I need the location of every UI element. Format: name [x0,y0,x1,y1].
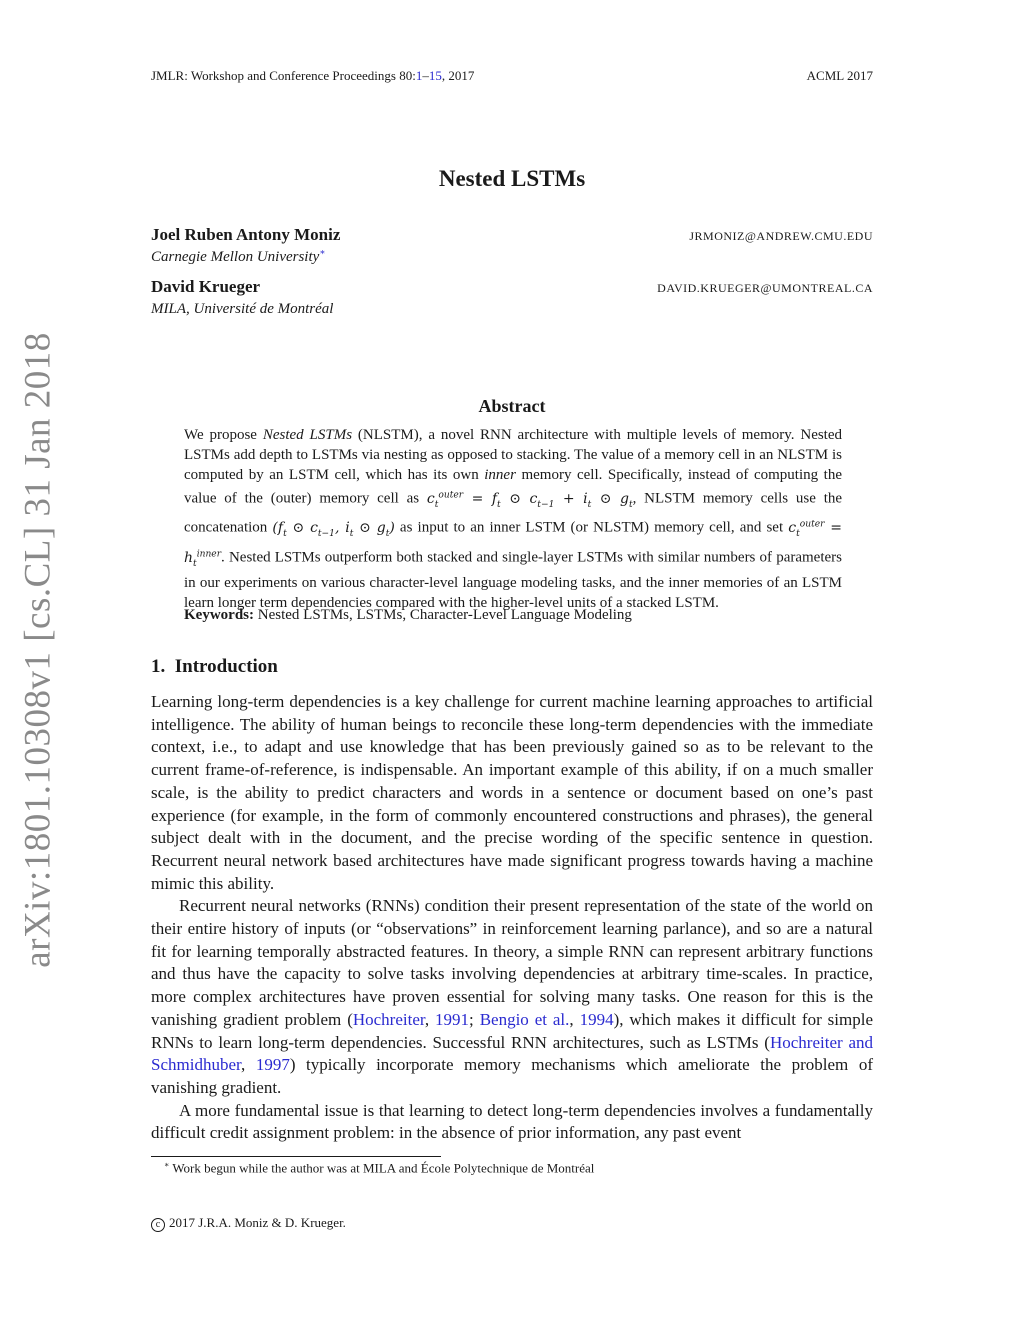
abstract-part: . Nested LSTMs outperform both stacked and single-layer LSTMs with similar numbers of parameters in our experiments on various character-level language modeling tasks, and the inner memories of an LSTM learn longer term dependencies compared with the higher-level units of a stacked LSTM. [184,549,842,612]
citation-bengio-year[interactable]: 1994 [579,1009,614,1029]
copyright-icon: c [151,1218,165,1232]
footnote-rule [151,1156,441,1157]
citation-hochreiter-schmidhuber-year[interactable]: 1997 [255,1055,290,1075]
paper-title: Nested LSTMs [438,166,586,191]
section-heading [151,656,278,678]
abstract-emphasis: inner [484,467,516,483]
paragraph-2 [151,895,873,1099]
abstract-part: , NLSTM memory cells use the concatenation [184,490,843,537]
paragraph-3: A more fundamental issue is that learning to detect long-term dependencies involves a fundamentally difficult credit assignment problem: in the absence of prior information, any past event [151,1100,873,1143]
paragraph-text: Recurrent neural networks (RNNs) condition their present representation of the state of the world on their entire history of inputs (or “observations” in reinforcement learning parlance), and so are a natural fit for learning temporally abstracted features. In theory, a simple RNN can represent arbitrary functions and thus have the capacity to solve tasks involving dependencies at arbitrary time-scales. In practice, more complex architectures have proven essential for solving many tasks. One reason for this is the vanishing gradient problem ( [151,896,873,1029]
footnote [164,1160,594,1176]
author-email-2: DAVID.KRUEGER@UMONTREAL.CA [657,281,873,295]
author-affiliation-1 [151,247,325,266]
author-affiliation-2: MILA, Université de Montréal [151,301,334,317]
equation-concatenation: ($f_t$ ⊙ $c_{t-1}$, $i_t$ ⊙ $g_t$) [272,520,395,539]
abstract-part: memory cell. Specifically, instead of computing the value of the (outer) memory cell as [184,467,842,507]
venue-year: , 2017 [441,68,475,83]
paragraph-text: ), which makes it difficult for simple RNNs to learn long-term dependencies. Successful RNN architectures, such as LSTMs ( [151,1009,873,1052]
citation-hochreiter-author[interactable]: Hochreiter [352,1009,425,1029]
citation-sep: , [569,1009,580,1029]
paragraph-1: Learning long-term dependencies is a key challenge for current machine learning approaches to artificial intelligence. The ability of human beings to reconcile these long-term dependencies with the immediate context, i.e., to adapt and use knowledge that has been previously gained so as to be relevant to the current frame-of-reference, is indispensable. An important example of this ability, if on a much smaller scale, is the ability to predict characters and words in a sentence or document based on one’s past experience (for example, in the form of commonly encountered constructions and phrases), the general subject dealt with in the document, and the precise wording of the specific sentence in question. Recurrent neural network based architectures have made significant progress towards having a machine mimic this ability. [151,692,873,893]
abstract-heading: Abstract [478,396,546,416]
equation-set-outer: $c_t^{outer} = h_t^{inner}$ [184,519,842,569]
page-end-link[interactable]: 15 [428,68,442,83]
footnote-text: Work begun while the author was at MILA and École Polytechnique de Montréal [169,1160,595,1176]
section-title: Introduction [174,656,278,677]
citation-hochreiter-schmidhuber-author[interactable]: Hochreiter and Schmidhuber [151,1032,873,1075]
abstract-emphasis: Nested LSTMs [262,427,353,443]
citation-sep: ; [469,1009,480,1029]
paragraph-text: ) typically incorporate memory mechanisms which ameliorate the problem of vanishing gradient. [151,1055,874,1097]
keywords-text: Nested LSTMs, LSTMs, Character-Level Language Modeling [254,607,632,623]
abstract-text [184,425,842,613]
equation-outer-cell: $c_t^{outer} = f_t$ ⊙ $c_{t-1} + i_t$ ⊙ $g_t$ [426,490,633,510]
running-header-venue [151,68,474,84]
venue-prefix: JMLR: Workshop and Conference Proceedings 80: [151,68,416,83]
body-text [151,691,873,1145]
section-number: 1. [151,656,166,677]
abstract-part: We propose [184,427,263,443]
citation-bengio-author[interactable]: Bengio et al. [479,1009,570,1029]
affiliation-footnote-mark[interactable]: ∗ [319,247,326,257]
keywords-label: Keywords: [184,607,254,623]
author-email-1: JRMONIZ@ANDREW.CMU.EDU [689,229,873,243]
citation-sep: , [240,1055,256,1075]
affiliation-text-1: Carnegie Mellon University [151,249,320,265]
page-start-link[interactable]: 1 [415,68,423,83]
abstract-part: (NLSTM), a novel RNN architecture with multiple levels of memory. Nested LSTMs add depth to LSTMs via nesting as opposed to stacking. The value of a memory cell in an NLSTM is computed by an LSTM cell, which has its own [184,427,843,483]
footnote-mark: ∗ [164,1160,170,1169]
running-header-conference: ACML 2017 [806,68,873,83]
author-name-2: David Krueger [151,277,261,296]
copyright-line [151,1215,346,1232]
citation-sep: , [424,1009,436,1029]
author-name-1: Joel Ruben Antony Moniz [151,225,341,244]
page-separator: – [422,68,429,83]
keywords-line [184,607,842,624]
copyright-text: 2017 J.R.A. Moniz & D. Krueger. [169,1215,346,1230]
citation-hochreiter-year[interactable]: 1991 [435,1009,470,1029]
abstract-part: as input to an inner LSTM (or NLSTM) memory cell, and set [394,520,789,537]
arxiv-stamp: arXiv:1801.10308v1 [cs.CL] 31 Jan 2018 [17,332,59,968]
